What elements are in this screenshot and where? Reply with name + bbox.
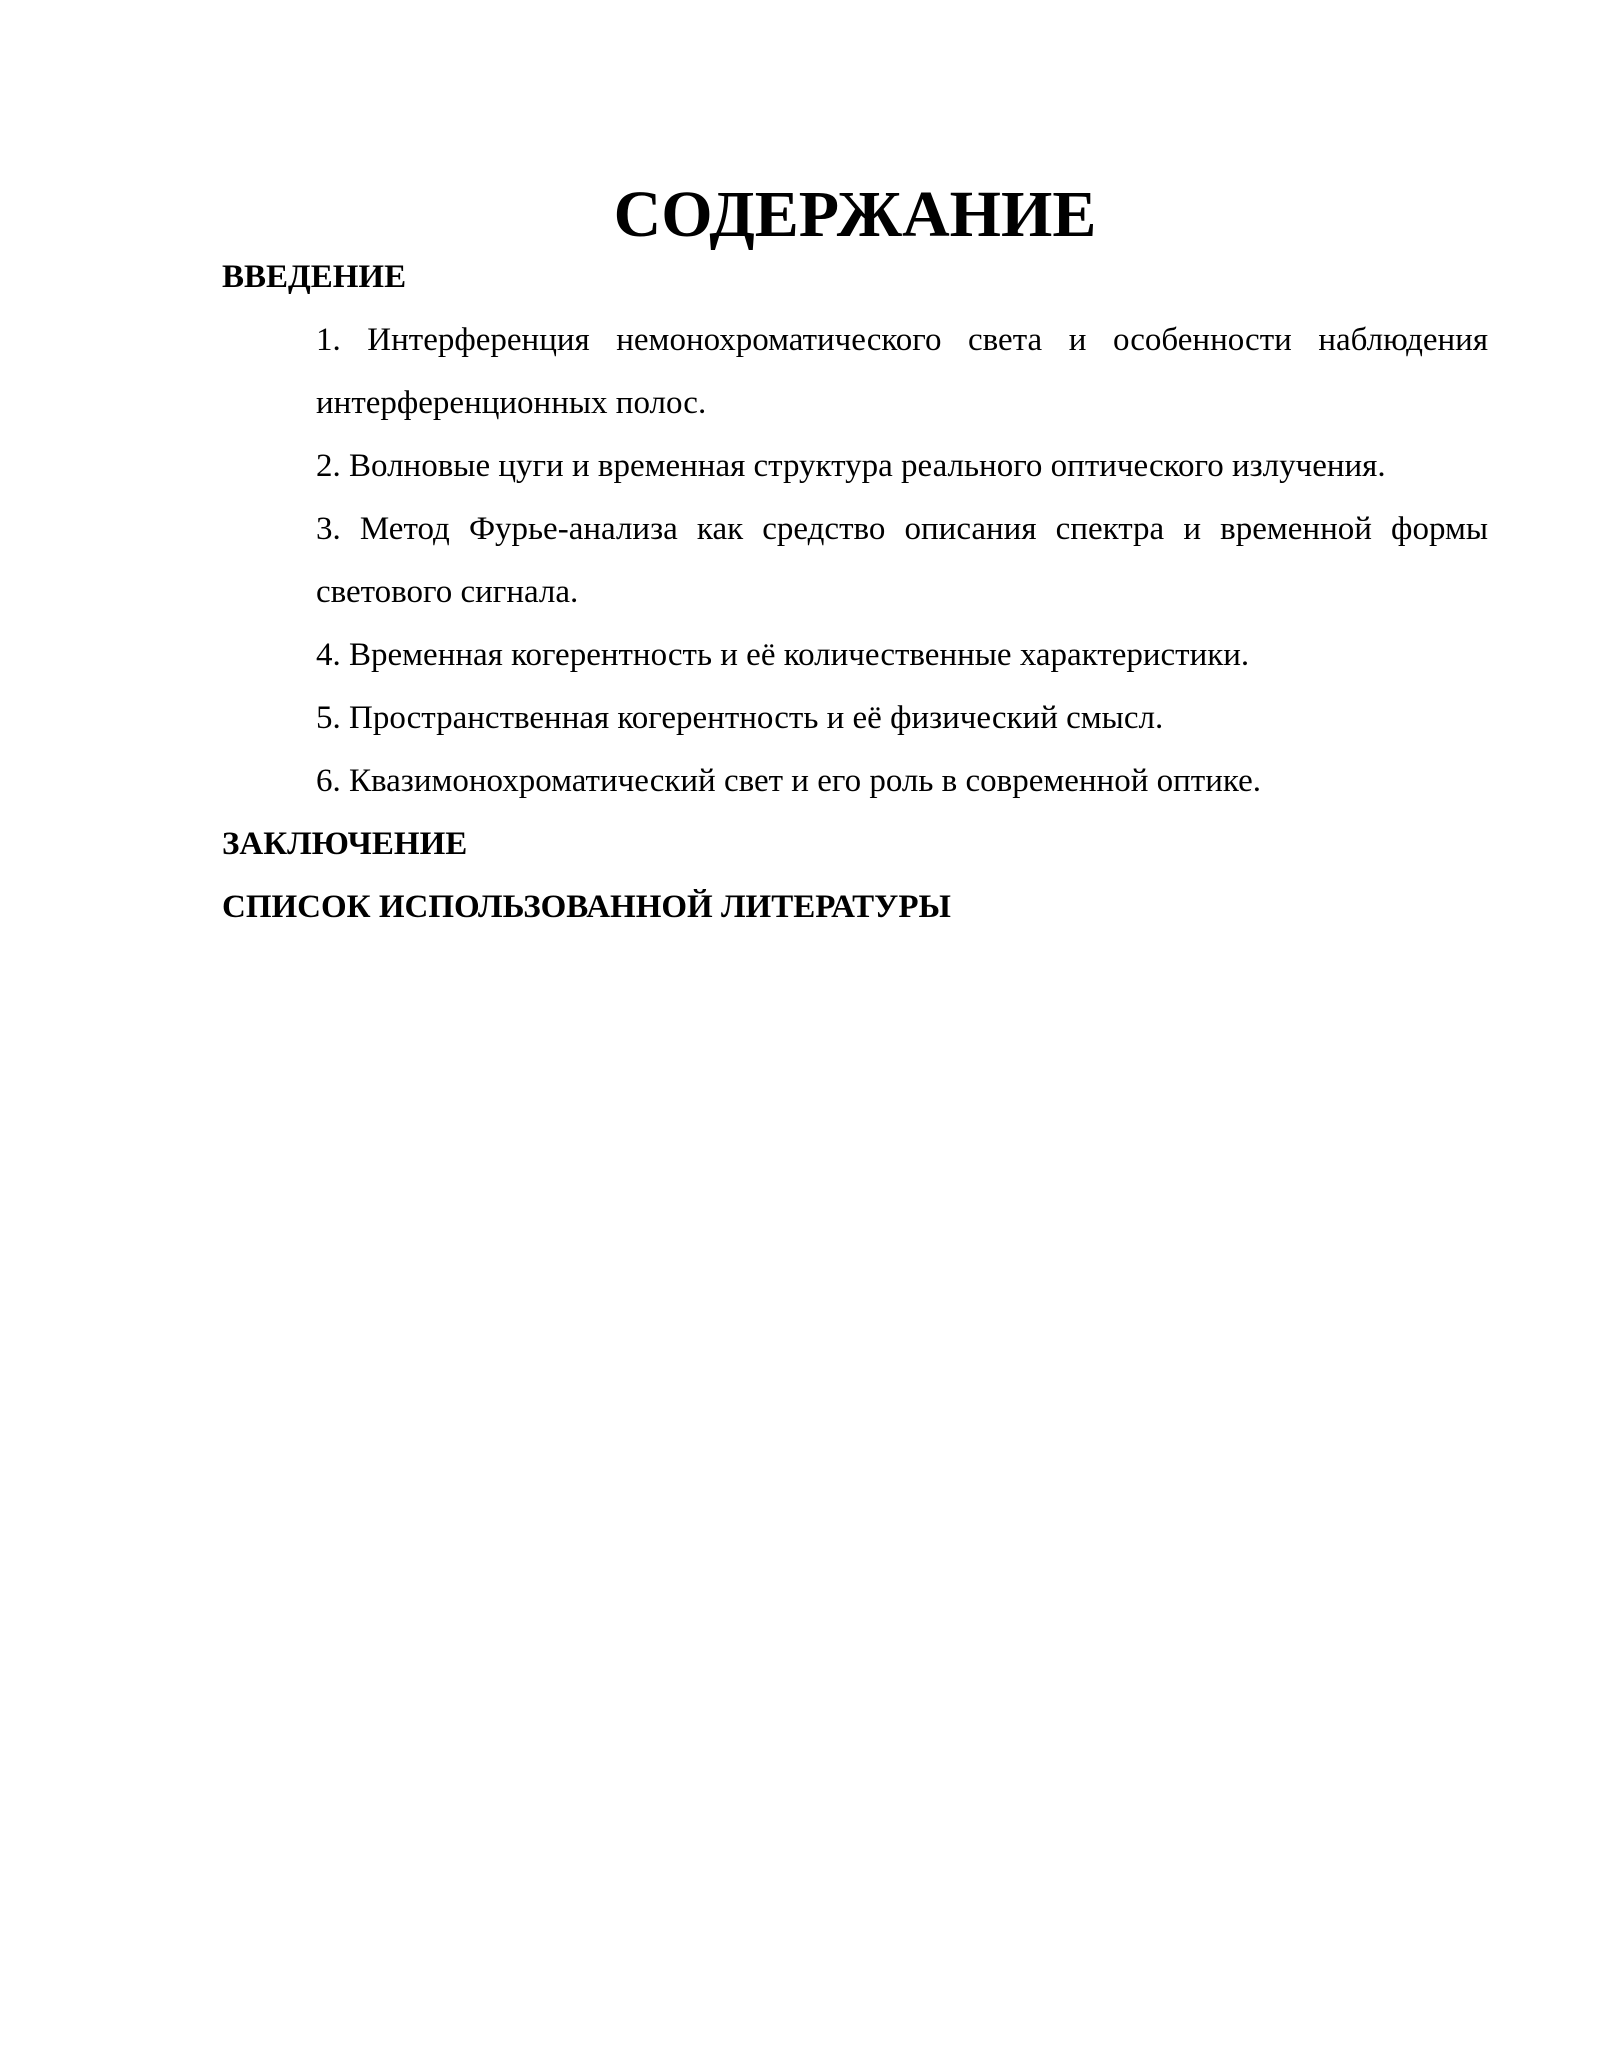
toc-chapter-2: 2. Волновые цуги и временная структура реального оптического излучения. xyxy=(316,448,1386,484)
table-of-contents xyxy=(222,178,1488,939)
toc-chapter-5: 5. Пространственная когерентность и её физический смысл. xyxy=(316,700,1164,736)
toc-chapter-1: 1. Интерференция немонохроматического света и особенности наблюдения интерференционных полос. xyxy=(316,322,1488,421)
toc-chapter-6: 6. Квазимонохроматический свет и его роль в современной оптике. xyxy=(316,763,1261,799)
toc-chapter-4: 4. Временная когерентность и её количественные характеристики. xyxy=(316,637,1250,673)
toc-title: СОДЕРЖАНИЕ xyxy=(613,178,1097,251)
toc-introduction: ВВЕДЕНИЕ xyxy=(222,259,407,295)
toc-references: СПИСОК ИСПОЛЬЗОВАННОЙ ЛИТЕРАТУРЫ xyxy=(222,889,951,925)
toc-conclusion: ЗАКЛЮЧЕНИЕ xyxy=(222,826,468,862)
toc-chapter-3: 3. Метод Фурье-анализа как средство описания спектра и временной формы светового сигнала. xyxy=(316,511,1488,610)
toc-chapter-list xyxy=(222,309,1488,813)
